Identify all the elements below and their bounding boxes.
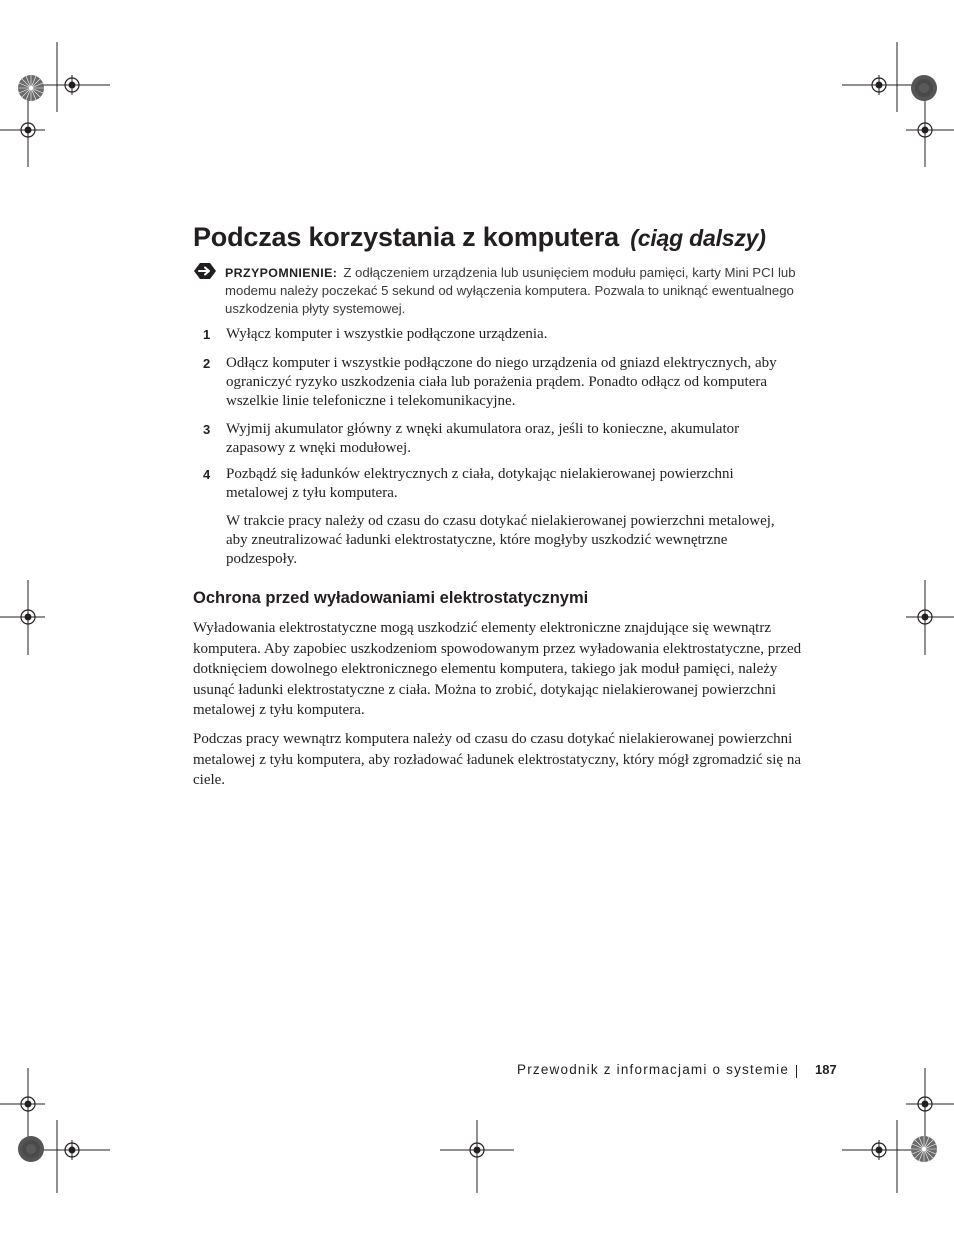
step-number: 1 [203, 327, 211, 342]
starburst-mark-icon [17, 74, 45, 102]
registration-mark-icon [62, 1140, 82, 1160]
section-paragraph: Wyładowania elektrostatyczne mogą uszkodzić elementy elektroniczne znajdujące się wewnątrz komputera. Aby zapobiec uszkodzeniom spowodowanym przez wyładowania elektrostatyczne, przed dotknięciem dowolnego elektronicznego elementu komputera, takiego jak moduł pamięci, należy usunąć ładunki elektrostatyczne z ciała. Można to zrobić, dotykając nielakierowanej powierzchni metalowej z tyłu komputera. [193, 620, 802, 718]
step-text: Odłącz komputer i wszystkie podłączone do niego urządzenia od gniazd elektrycznych, aby ograniczyć ryzyko uszkodzenia ciała lub porażenia prądem. Ponadto odłącz od komputera wszelkie linie telefoniczne i telekomunikacyjne. [226, 355, 777, 409]
registration-mark-icon [915, 607, 935, 627]
registration-mark-icon [18, 120, 38, 140]
registration-mark-icon [915, 120, 935, 140]
footer-separator [796, 1065, 797, 1078]
notice-arrow-icon [193, 262, 217, 285]
step-number: 4 [203, 467, 211, 482]
section-paragraph: Podczas pracy wewnątrz komputera należy od czasu do czasu dotykać nielakierowanej powierzchni metalowej z tyłu komputera, aby rozładować ładunek elektrostatyczny, który mógł zgromadzić się na ciele. [193, 731, 801, 788]
step-text: Wyłącz komputer i wszystkie podłączone urządzenia. [226, 326, 548, 342]
footer-title: Przewodnik z informacjami o systemie [517, 1062, 790, 1077]
registration-mark-icon [869, 1140, 889, 1160]
starburst-mark-icon [17, 1135, 45, 1163]
page-title-continued: (ciąg dalszy) [630, 225, 766, 251]
registration-mark-icon [62, 75, 82, 95]
notice-block [225, 264, 805, 318]
registration-mark-icon [18, 607, 38, 627]
starburst-mark-icon [910, 74, 938, 102]
step-number: 2 [203, 356, 211, 371]
page-number: 187 [815, 1062, 837, 1077]
registration-mark-icon [18, 1094, 38, 1114]
page-title-main: Podczas korzystania z komputera [193, 222, 619, 252]
page-title [193, 222, 913, 253]
step-number: 3 [203, 422, 211, 437]
registration-mark-icon [915, 1094, 935, 1114]
registration-mark-icon [467, 1140, 487, 1160]
section-heading: Ochrona przed wyładowaniami elektrostatycznymi [193, 589, 589, 607]
step-text: Pozbądź się ładunków elektrycznych z ciała, dotykając nielakierowanej powierzchni metalowej z tyłu komputera. [226, 466, 734, 501]
step-text: Wyjmij akumulator główny z wnęki akumulatora oraz, jeśli to konieczne, akumulator zapasowy z wnęki modułowej. [226, 421, 740, 456]
registration-mark-icon [869, 75, 889, 95]
notice-text: Z odłączeniem urządzenia lub usunięciem modułu pamięci, karty Mini PCI lub modemu należy poczekać 5 sekund od wyłączenia komputera. Pozwala to uniknąć ewentualnego uszkodzenia płyty systemowej. [225, 265, 796, 316]
step-note: W trakcie pracy należy od czasu do czasu dotykać nielakierowanej powierzchni metalowej, aby zneutralizować ładunki elektrostatyczne, które mogłyby uszkodzić wewnętrzne podzespoły. [226, 513, 775, 567]
starburst-mark-icon [910, 1135, 938, 1163]
notice-label: PRZYPOMNIENIE: [225, 266, 338, 280]
